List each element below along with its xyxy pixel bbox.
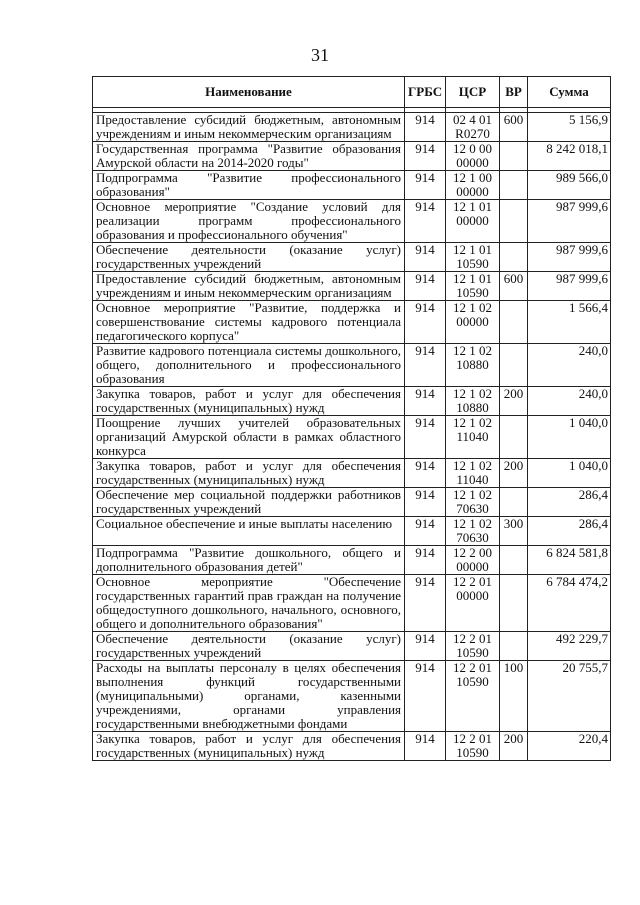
table-row [93, 416, 611, 459]
cell-csr: 12 1 02 11040 [446, 459, 500, 488]
cell-sum: 492 229,7 [528, 632, 611, 661]
cell-sum: 240,0 [528, 387, 611, 416]
cell-vr [500, 632, 528, 661]
cell-sum: 20 755,7 [528, 661, 611, 732]
cell-grbs: 914 [405, 661, 446, 732]
header-name: Наименование [93, 77, 405, 108]
cell-csr: 12 1 01 00000 [446, 200, 500, 243]
cell-name: Подпрограмма "Развитие дошкольного, общего и дополнительного образования детей" [93, 546, 405, 575]
cell-sum: 1 040,0 [528, 416, 611, 459]
cell-sum: 286,4 [528, 488, 611, 517]
cell-sum: 8 242 018,1 [528, 142, 611, 171]
cell-vr: 600 [500, 113, 528, 142]
cell-csr: 12 2 01 00000 [446, 575, 500, 632]
table-row [93, 113, 611, 142]
table-row [93, 546, 611, 575]
cell-grbs: 914 [405, 387, 446, 416]
cell-name: Социальное обеспечение и иные выплаты населению [93, 517, 405, 546]
cell-sum: 989 566,0 [528, 171, 611, 200]
cell-grbs: 914 [405, 243, 446, 272]
cell-csr: 12 2 01 10590 [446, 732, 500, 761]
cell-vr: 200 [500, 732, 528, 761]
cell-name: Закупка товаров, работ и услуг для обеспечения государственных (муниципальных) нужд [93, 459, 405, 488]
cell-csr: 12 1 02 70630 [446, 488, 500, 517]
cell-sum: 6 824 581,8 [528, 546, 611, 575]
cell-vr: 600 [500, 272, 528, 301]
cell-csr: 12 1 02 10880 [446, 344, 500, 387]
table-row [93, 459, 611, 488]
cell-grbs: 914 [405, 272, 446, 301]
cell-sum: 987 999,6 [528, 243, 611, 272]
cell-sum: 286,4 [528, 517, 611, 546]
cell-csr: 12 1 01 10590 [446, 272, 500, 301]
cell-name: Поощрение лучших учителей образовательных организаций Амурской области в рамках областного конкурса [93, 416, 405, 459]
cell-name: Основное мероприятие "Создание условий для реализации программ профессионального образования и профессионального обучения" [93, 200, 405, 243]
cell-vr [500, 488, 528, 517]
cell-grbs: 914 [405, 488, 446, 517]
cell-grbs: 914 [405, 575, 446, 632]
header-sum: Сумма [528, 77, 611, 108]
cell-name: Обеспечение деятельности (оказание услуг) государственных учреждений [93, 632, 405, 661]
cell-vr: 100 [500, 661, 528, 732]
cell-csr: 12 1 00 00000 [446, 171, 500, 200]
table-header-row [93, 77, 611, 108]
table-row [93, 517, 611, 546]
cell-vr: 200 [500, 387, 528, 416]
header-grbs: ГРБС [405, 77, 446, 108]
budget-table [92, 76, 611, 761]
cell-vr: 200 [500, 459, 528, 488]
cell-csr: 12 2 00 00000 [446, 546, 500, 575]
table-row [93, 142, 611, 171]
cell-csr: 12 0 00 00000 [446, 142, 500, 171]
cell-csr: 02 4 01 R0270 [446, 113, 500, 142]
page-number: 31 [311, 45, 329, 65]
cell-name: Предоставление субсидий бюджетным, автономным учреждениям и иным некоммерческим организациям [93, 113, 405, 142]
header-vr: ВР [500, 77, 528, 108]
cell-csr: 12 2 01 10590 [446, 661, 500, 732]
cell-vr [500, 200, 528, 243]
table-row [93, 301, 611, 344]
cell-vr [500, 301, 528, 344]
cell-csr: 12 2 01 10590 [446, 632, 500, 661]
table-row [93, 344, 611, 387]
cell-grbs: 914 [405, 517, 446, 546]
cell-name: Закупка товаров, работ и услуг для обеспечения государственных (муниципальных) нужд [93, 732, 405, 761]
table-row [93, 200, 611, 243]
table-row [93, 632, 611, 661]
table-row [93, 732, 611, 761]
cell-name: Закупка товаров, работ и услуг для обеспечения государственных (муниципальных) нужд [93, 387, 405, 416]
cell-csr: 12 1 02 70630 [446, 517, 500, 546]
cell-grbs: 914 [405, 632, 446, 661]
table-row [93, 272, 611, 301]
cell-csr: 12 1 02 11040 [446, 416, 500, 459]
cell-sum: 1 566,4 [528, 301, 611, 344]
table-row [93, 661, 611, 732]
cell-grbs: 914 [405, 732, 446, 761]
cell-grbs: 914 [405, 200, 446, 243]
cell-sum: 5 156,9 [528, 113, 611, 142]
cell-sum: 240,0 [528, 344, 611, 387]
cell-name: Развитие кадрового потенциала системы дошкольного, общего, дополнительного и профессионального образования [93, 344, 405, 387]
cell-vr [500, 546, 528, 575]
cell-grbs: 914 [405, 301, 446, 344]
cell-name: Расходы на выплаты персоналу в целях обеспечения выполнения функций государственными (муниципальными) органами, казенными учреждениями, органами управления государственными внебюджетными фондами [93, 661, 405, 732]
header-csr: ЦСР [446, 77, 500, 108]
table-row [93, 243, 611, 272]
cell-sum: 987 999,6 [528, 200, 611, 243]
cell-vr [500, 171, 528, 200]
cell-grbs: 914 [405, 546, 446, 575]
cell-vr [500, 243, 528, 272]
cell-name: Обеспечение мер социальной поддержки работников государственных учреждений [93, 488, 405, 517]
cell-grbs: 914 [405, 416, 446, 459]
cell-csr: 12 1 01 10590 [446, 243, 500, 272]
cell-csr: 12 1 02 00000 [446, 301, 500, 344]
cell-name: Основное мероприятие "Развитие, поддержка и совершенствование системы кадрового потенциала педагогического корпуса" [93, 301, 405, 344]
cell-name: Государственная программа "Развитие образования Амурской области на 2014-2020 годы" [93, 142, 405, 171]
cell-sum: 1 040,0 [528, 459, 611, 488]
cell-vr [500, 575, 528, 632]
cell-name: Предоставление субсидий бюджетным, автономным учреждениям и иным некоммерческим организациям [93, 272, 405, 301]
cell-name: Основное мероприятие "Обеспечение государственных гарантий прав граждан на получение общедоступного дошкольного, начального, основного, общего и дополнительного образования" [93, 575, 405, 632]
cell-vr: 300 [500, 517, 528, 546]
cell-sum: 987 999,6 [528, 272, 611, 301]
table-row [93, 387, 611, 416]
cell-sum: 6 784 474,2 [528, 575, 611, 632]
cell-grbs: 914 [405, 171, 446, 200]
cell-grbs: 914 [405, 142, 446, 171]
cell-csr: 12 1 02 10880 [446, 387, 500, 416]
cell-grbs: 914 [405, 344, 446, 387]
cell-grbs: 914 [405, 113, 446, 142]
cell-name: Подпрограмма "Развитие профессионального образования" [93, 171, 405, 200]
cell-grbs: 914 [405, 459, 446, 488]
cell-name: Обеспечение деятельности (оказание услуг) государственных учреждений [93, 243, 405, 272]
cell-vr [500, 416, 528, 459]
table-row [93, 171, 611, 200]
table-row [93, 488, 611, 517]
cell-vr [500, 142, 528, 171]
cell-sum: 220,4 [528, 732, 611, 761]
table-row [93, 575, 611, 632]
cell-vr [500, 344, 528, 387]
